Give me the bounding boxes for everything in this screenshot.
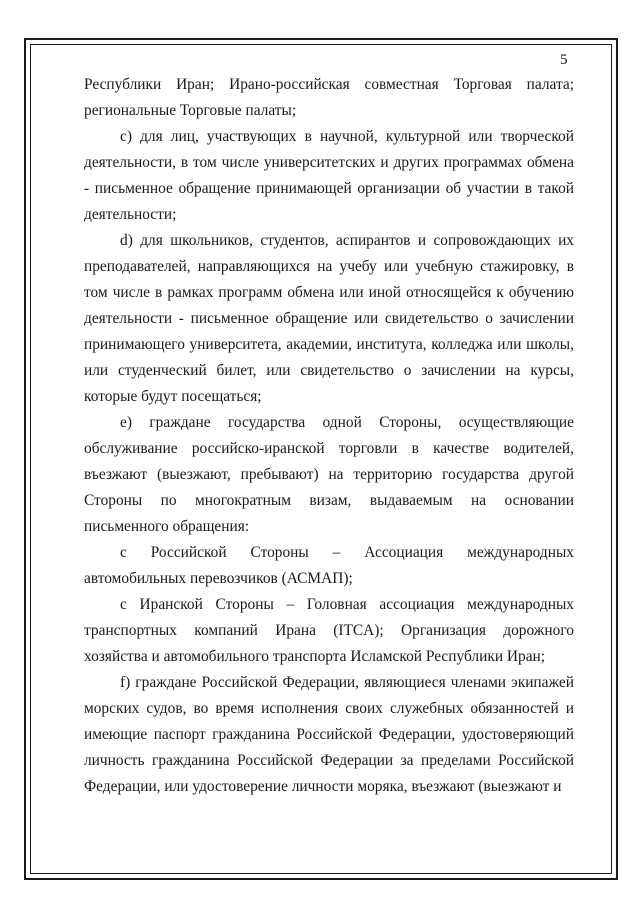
paragraph-russian-side: с Российской Стороны – Ассоциация международных автомобильных перевозчиков (АСМАП); xyxy=(84,544,574,587)
paragraph-item-c: c) для лиц, участвующих в научной, культурной или творческой деятельности, в том числе университетских и других программах обмена - письменное обращение принимающей организации об участии в такой деятельности; xyxy=(84,128,574,223)
paragraph-item-d: d) для школьников, студентов, аспирантов и сопровождающих их преподавателей, направляющихся на учебу или учебную стажировку, в том числе в рамках программ обмена или иной относящейся к обучению деятельности - письменное обращение или свидетельство о зачислении принимающего университета, академии, института, колледжа или школы, или студенческий билет, или свидетельство о зачислении на курсы, которые будут посещаться; xyxy=(84,232,574,405)
paragraph-continuation: Республики Иран; Ирано-российская совместная Торговая палата; региональные Торговые палаты; xyxy=(84,76,574,119)
document-body xyxy=(84,72,574,800)
paragraph-item-e: e) граждане государства одной Стороны, осуществляющие обслуживание российско-иранской торговли в качестве водителей, въезжают (выезжают, пребывают) на территорию государства другой Стороны по многократным визам, выдаваемым на основании письменного обращения: xyxy=(84,414,574,535)
paragraph-iranian-side: с Иранской Стороны – Головная ассоциация международных транспортных компаний Ирана (ITCA); Организация дорожного хозяйства и автомобильного транспорта Исламской Республики Иран; xyxy=(84,596,574,665)
page-number: 5 xyxy=(560,52,568,68)
paragraph-item-f: f) граждане Российской Федерации, являющиеся членами экипажей морских судов, во время исполнения своих служебных обязанностей и имеющие паспорт гражданина Российской Федерации, удостоверяющий личность гражданина Российской Федерации за пределами Российской Федерации, или удостоверение личности моряка, въезжают (выезжают и xyxy=(84,674,574,795)
